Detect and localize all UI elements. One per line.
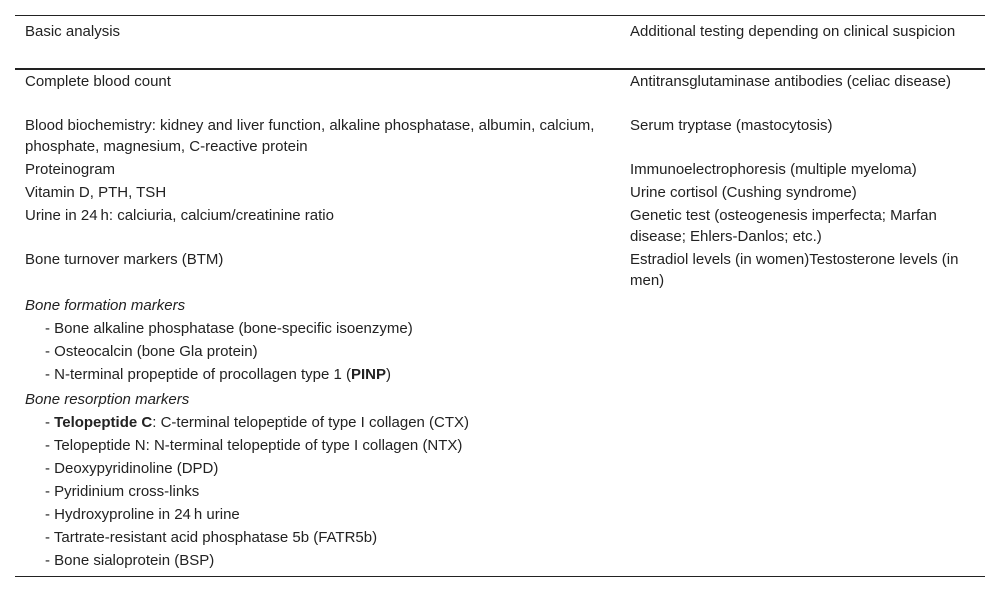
table-cell-right: Genetic test (osteogenesis imperfecta; Marfan disease; Ehlers-Danlos; etc.)	[630, 207, 937, 245]
table-cell-right: Urine cortisol (Cushing syndrome)	[630, 184, 857, 201]
table-cell-left: Vitamin D, PTH, TSH	[25, 184, 167, 201]
bone-formation-heading: Bone formation markers	[25, 297, 186, 314]
list-item: - Bone sialoprotein (BSP)	[45, 552, 215, 569]
list-item: - Pyridinium cross-links	[45, 483, 200, 500]
list-item: - Tartrate-resistant acid phosphatase 5b (FATR5b)	[45, 529, 378, 546]
table-bottom-rule	[15, 576, 985, 577]
table-cell-right: Antitransglutaminase antibodies (celiac disease)	[630, 73, 952, 90]
table-cell-left: Urine in 24 h: calciuria, calcium/creatinine ratio	[25, 207, 334, 224]
list-item	[25, 364, 625, 385]
list-item: - Hydroxyproline in 24 h urine	[45, 506, 240, 523]
list-item: - Bone alkaline phosphatase (bone-specific isoenzyme)	[45, 320, 413, 337]
list-item: - Osteocalcin (bone Gla protein)	[45, 343, 258, 360]
list-item-text: - N-terminal propeptide of procollagen type 1 (	[45, 366, 351, 383]
table-cell-left: Complete blood count	[25, 73, 171, 90]
table-top-rule	[15, 15, 985, 16]
bone-resorption-heading: Bone resorption markers	[25, 391, 190, 408]
list-item: - Telopeptide N: N-terminal telopeptide of type I collagen (NTX)	[45, 437, 463, 454]
list-item-text: )	[386, 366, 392, 383]
list-item-text: -	[45, 414, 55, 431]
header-additional-testing: Additional testing depending on clinical suspicion	[630, 23, 956, 40]
header-basic-analysis: Basic analysis	[25, 23, 121, 40]
table-cell-right: Immunoelectrophoresis (multiple myeloma)	[630, 161, 917, 178]
list-item: - Deoxypyridinoline (DPD)	[45, 460, 219, 477]
table-cell-left: Blood biochemistry: kidney and liver function, alkaline phosphatase, albumin, calcium, phosphate, magnesium, C-reactive protein	[25, 117, 595, 155]
list-item	[25, 412, 625, 433]
table-cell-left: Proteinogram	[25, 161, 116, 178]
list-item-text: : C-terminal telopeptide of type I collagen (CTX)	[152, 414, 470, 431]
telopeptide-c-term: Telopeptide C	[54, 414, 153, 431]
table-cell-left: Bone turnover markers (BTM)	[25, 251, 224, 268]
table-cell-right: Serum tryptase (mastocytosis)	[630, 117, 833, 134]
pinp-abbreviation: PINP	[351, 366, 387, 383]
table-cell-right: Estradiol levels (in women)Testosterone levels (in men)	[630, 251, 959, 289]
header-divider-rule	[15, 68, 985, 70]
